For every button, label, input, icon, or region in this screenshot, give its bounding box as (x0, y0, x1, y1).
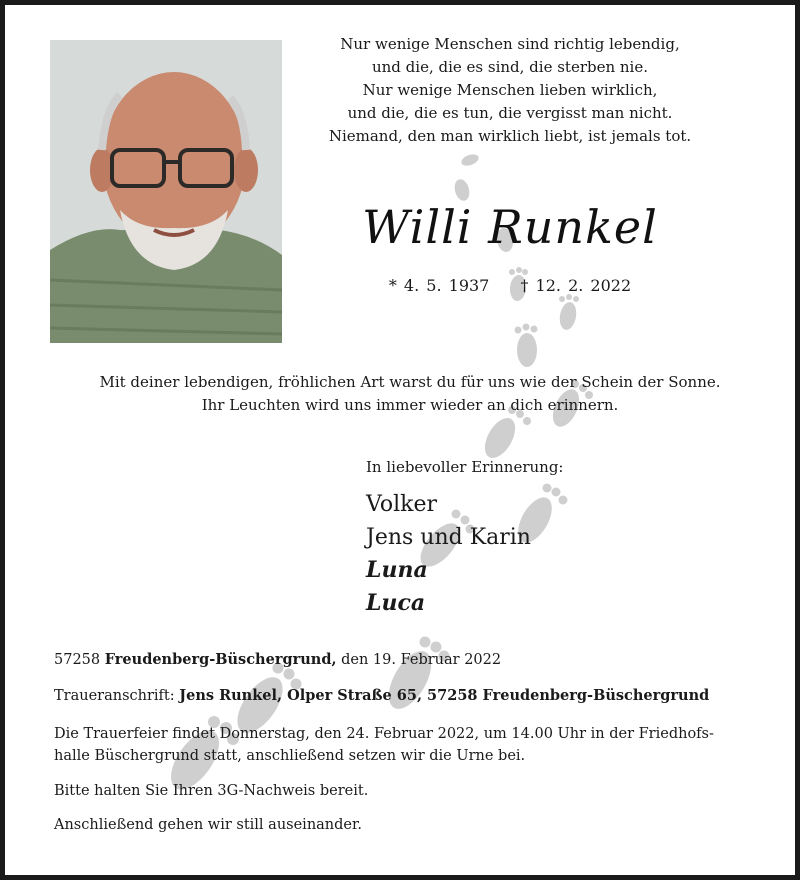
poem-line: Nur wenige Menschen sind richtig lebendig, (340, 35, 680, 53)
place: Freudenberg-Büschergrund, (104, 651, 337, 668)
survivor-name: Jens und Karin (366, 525, 531, 550)
deceased-name: Willi Runkel (362, 200, 658, 254)
footprint-1 (460, 152, 480, 168)
notice-date: den 19. Februar 2022 (341, 652, 502, 668)
poem-line: Niemand, den man wirklich liebt, ist jemals tot. (328, 127, 692, 145)
survivors-list (366, 488, 531, 620)
survivor-name: Luna (366, 557, 428, 583)
ceremony-line: Die Trauerfeier findet Donnerstag, den 24. Februar 2022, um 14.00 Uhr in der Friedhofs- (54, 726, 714, 742)
life-dates (300, 276, 720, 295)
survivor-name: Volker (366, 492, 438, 517)
portrait-photo (50, 40, 282, 343)
quote-line: Mit deiner lebendigen, fröhlichen Art warst du für uns wie der Schein der Sonne. (99, 373, 721, 391)
mourning-address: Jens Runkel, Olper Straße 65, 57258 Freudenberg-Büschergrund (179, 687, 710, 704)
place-date-line (54, 651, 501, 668)
footprint-2 (452, 178, 471, 203)
memorial-quote (60, 371, 760, 417)
footprint-5 (558, 294, 579, 331)
mourning-address-line (54, 687, 709, 704)
ceremony-line: halle Büschergrund statt, anschließend setzen wir die Urne bei. (54, 748, 526, 764)
3g-notice: Bitte halten Sie Ihren 3G-Nachweis bereit. (54, 783, 369, 799)
remembrance-intro: In liebevoller Erinnerung: (366, 458, 564, 476)
closing-note: Anschließend gehen wir still auseinander. (54, 817, 362, 833)
footprint-6 (515, 324, 538, 368)
poem-line: Nur wenige Menschen lieben wirklich, (362, 81, 658, 99)
ceremony-info (54, 723, 754, 767)
survivor-name: Luca (366, 590, 426, 616)
poem-line: und die, die es sind, die sterben nie. (371, 58, 648, 76)
quote-line: Ihr Leuchten wird uns immer wieder an dich erinnern. (201, 396, 619, 414)
birth-date: * 4. 5. 1937 (388, 276, 490, 295)
poem-line: und die, die es tun, die vergisst man nicht. (347, 104, 673, 122)
zip-code: 57258 (54, 652, 101, 668)
address-label: Traueranschrift: (54, 688, 175, 704)
death-date: † 12. 2. 2022 (520, 276, 632, 295)
poem (300, 33, 720, 148)
